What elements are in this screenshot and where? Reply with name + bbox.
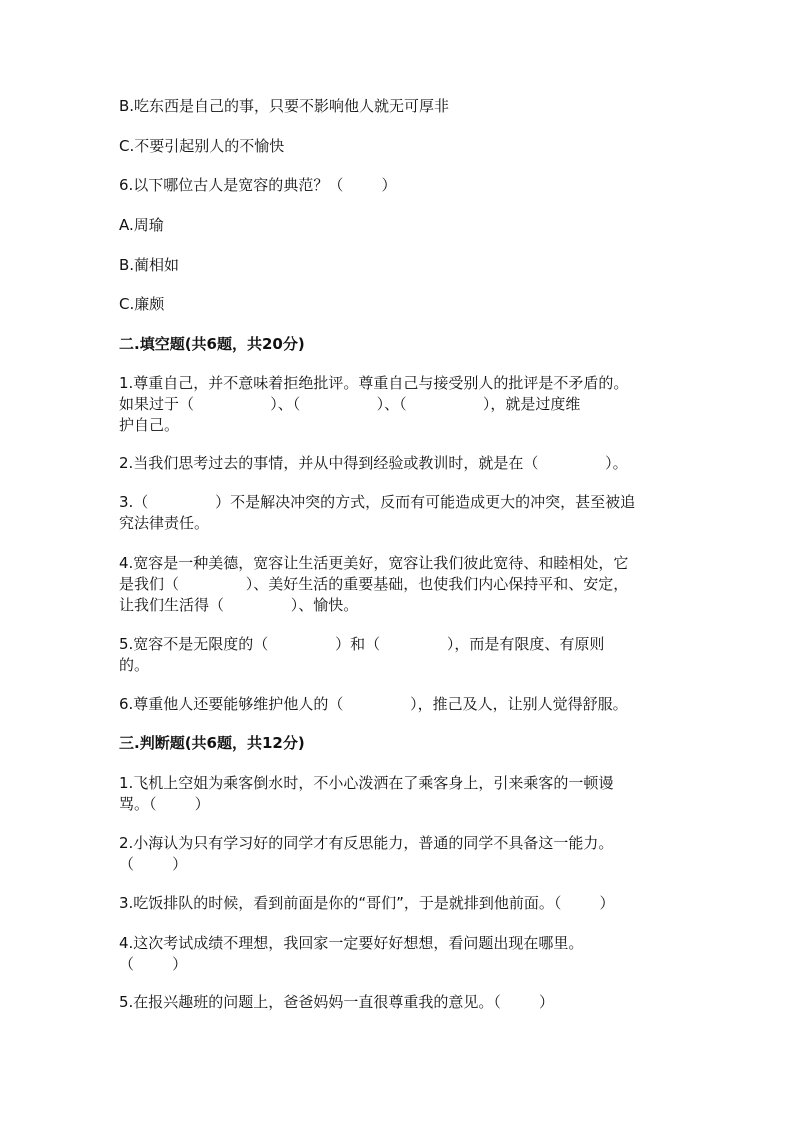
judge-q2-line1: 2.小海认为只有学习好的同学才有反思能力，普通的同学不具备这一能力。 (119, 834, 614, 852)
judge-q3: 3.吃饭排队的时候，看到前面是你的“哥们”，于是就排到他前面。（ ） (119, 894, 615, 912)
judge-q2-line2: （ ） (119, 855, 188, 873)
fill-q6: 6.尊重他人还要能够维护他人的（ ），推己及人，让别人觉得舒服。 (119, 695, 628, 713)
fill-q1-line3: 护自己。 (119, 416, 180, 434)
fill-q5-line2: 的。 (119, 656, 150, 674)
q5-option-b: B.吃东西是自己的事，只要不影响他人就无可厚非 (119, 97, 450, 115)
fill-q4-line1: 4.宽容是一种美德，宽容让生活更美好，宽容让我们彼此宽待、和睦相处，它 (119, 554, 629, 572)
q5-option-c: C.不要引起别人的不愉快 (119, 137, 285, 155)
fill-q4-line2: 是我们（ ）、美好生活的重要基础，也使我们内心保持平和、安定， (119, 575, 629, 593)
q6-option-a: A.周瑜 (119, 216, 164, 234)
fill-q1-line1: 1.尊重自己，并不意味着拒绝批评。尊重自己与接受别人的批评是不矛盾的。 (119, 374, 629, 392)
section2-title: 二.填空题(共6题，共20分) (119, 335, 305, 353)
judge-q1-line1: 1.飞机上空姐为乘客倒水时，不小心泼洒在了乘客身上，引来乘客的一顿谩 (119, 774, 614, 792)
fill-q2: 2.当我们思考过去的事情，并从中得到经验或教训时，就是在（ ）。 (119, 454, 628, 472)
fill-q3-line1: 3.（ ）不是解决冲突的方式，反而有可能造成更大的冲突，甚至被追 (119, 493, 636, 511)
judge-q5: 5.在报兴趣班的问题上，爸爸妈妈一直很尊重我的意见。（ ） (119, 993, 554, 1011)
fill-q3-line2: 究法律责任。 (119, 514, 210, 532)
section3-title: 三.判断题(共6题，共12分) (119, 734, 305, 752)
judge-q4-line1: 4.这次考试成绩不理想，我回家一定要好好想想，看问题出现在哪里。 (119, 934, 584, 952)
q6-option-b: B.蔺相如 (119, 256, 180, 274)
fill-q1-line2: 如果过于（ ）、（ ）、（ ），就是过度维 (119, 395, 581, 413)
q6-stem: 6.以下哪位古人是宽容的典范？（ ） (119, 176, 397, 194)
fill-q4-line3: 让我们生活得（ ）、愉快。 (119, 596, 359, 614)
fill-q5-line1: 5.宽容不是无限度的（ ）和（ ），而是有限度、有原则 (119, 635, 605, 653)
judge-q1-line2: 骂。（ ） (119, 795, 210, 813)
q6-option-c: C.廉颇 (119, 295, 165, 313)
judge-q4-line2: （ ） (119, 955, 188, 973)
